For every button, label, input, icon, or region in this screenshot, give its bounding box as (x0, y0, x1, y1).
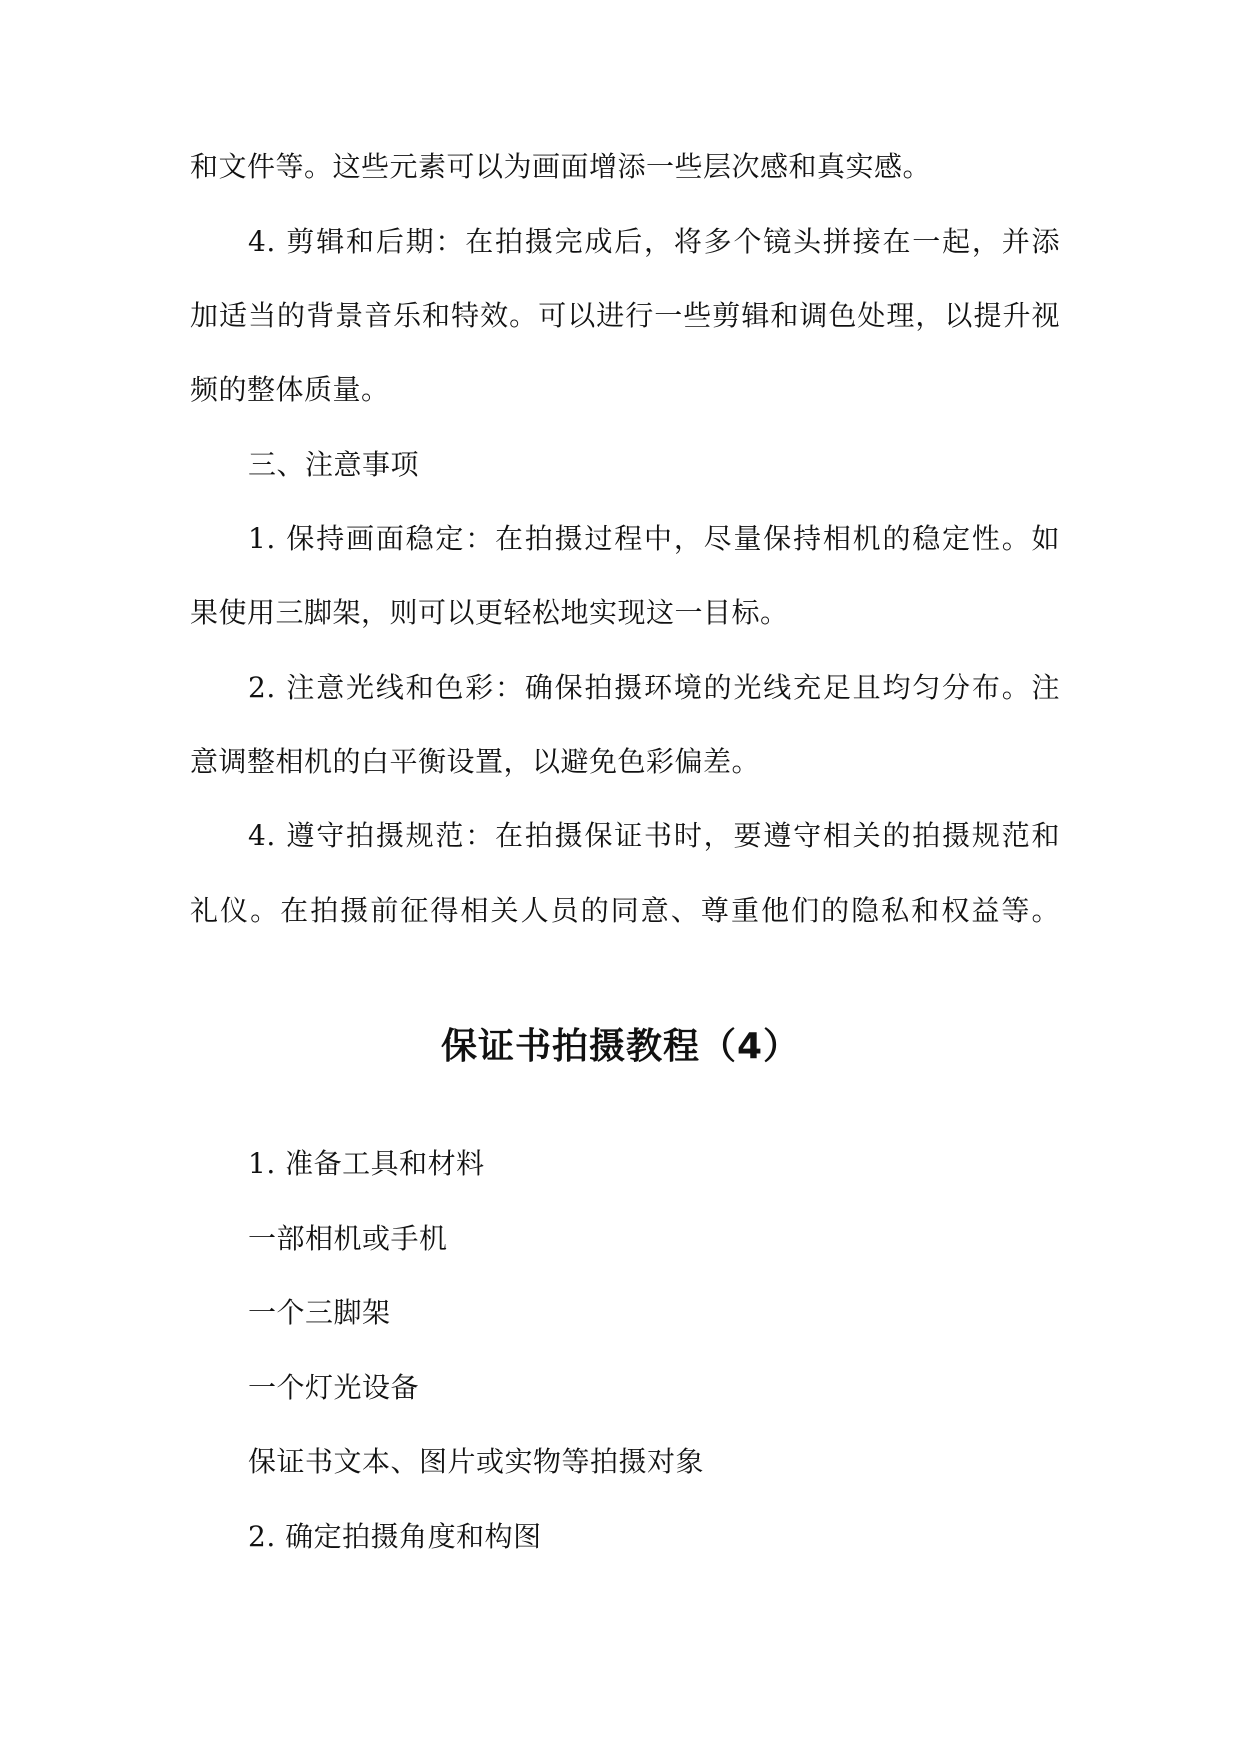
paragraph-line: 果使用三脚架，则可以更轻松地实现这一目标。 (190, 596, 789, 629)
paragraph-line: 2. 注意光线和色彩：确保拍摄环境的光线充足且均匀分布。注 (248, 671, 1060, 704)
list-item: 保证书文本、图片或实物等拍摄对象 (248, 1445, 705, 1478)
document-title: 保证书拍摄教程（4） (440, 1026, 801, 1067)
paragraph-line: 频的整体质量。 (190, 373, 390, 406)
list-item: 一个三脚架 (248, 1296, 391, 1329)
paragraph-line: 礼仪。在拍摄前征得相关人员的同意、尊重他们的隐私和权益等。 (190, 894, 1060, 927)
paragraph-line: 意调整相机的白平衡设置，以避免色彩偏差。 (190, 745, 761, 778)
list-item: 2. 确定拍摄角度和构图 (248, 1520, 542, 1553)
paragraph-line: 和文件等。这些元素可以为画面增添一些层次感和真实感。 (190, 150, 932, 183)
paragraph-line: 加适当的背景音乐和特效。可以进行一些剪辑和调色处理，以提升视 (190, 299, 1060, 332)
section-heading: 三、注意事项 (248, 448, 420, 481)
paragraph-line: 4. 剪辑和后期：在拍摄完成后，将多个镜头拼接在一起，并添 (248, 225, 1060, 258)
paragraph-line: 4. 遵守拍摄规范：在拍摄保证书时，要遵守相关的拍摄规范和 (248, 819, 1060, 852)
list-item: 一部相机或手机 (248, 1222, 448, 1255)
list-item: 一个灯光设备 (248, 1371, 420, 1404)
list-item: 1. 准备工具和材料 (248, 1147, 485, 1180)
paragraph-line: 1. 保持画面稳定：在拍摄过程中，尽量保持相机的稳定性。如 (248, 522, 1060, 555)
